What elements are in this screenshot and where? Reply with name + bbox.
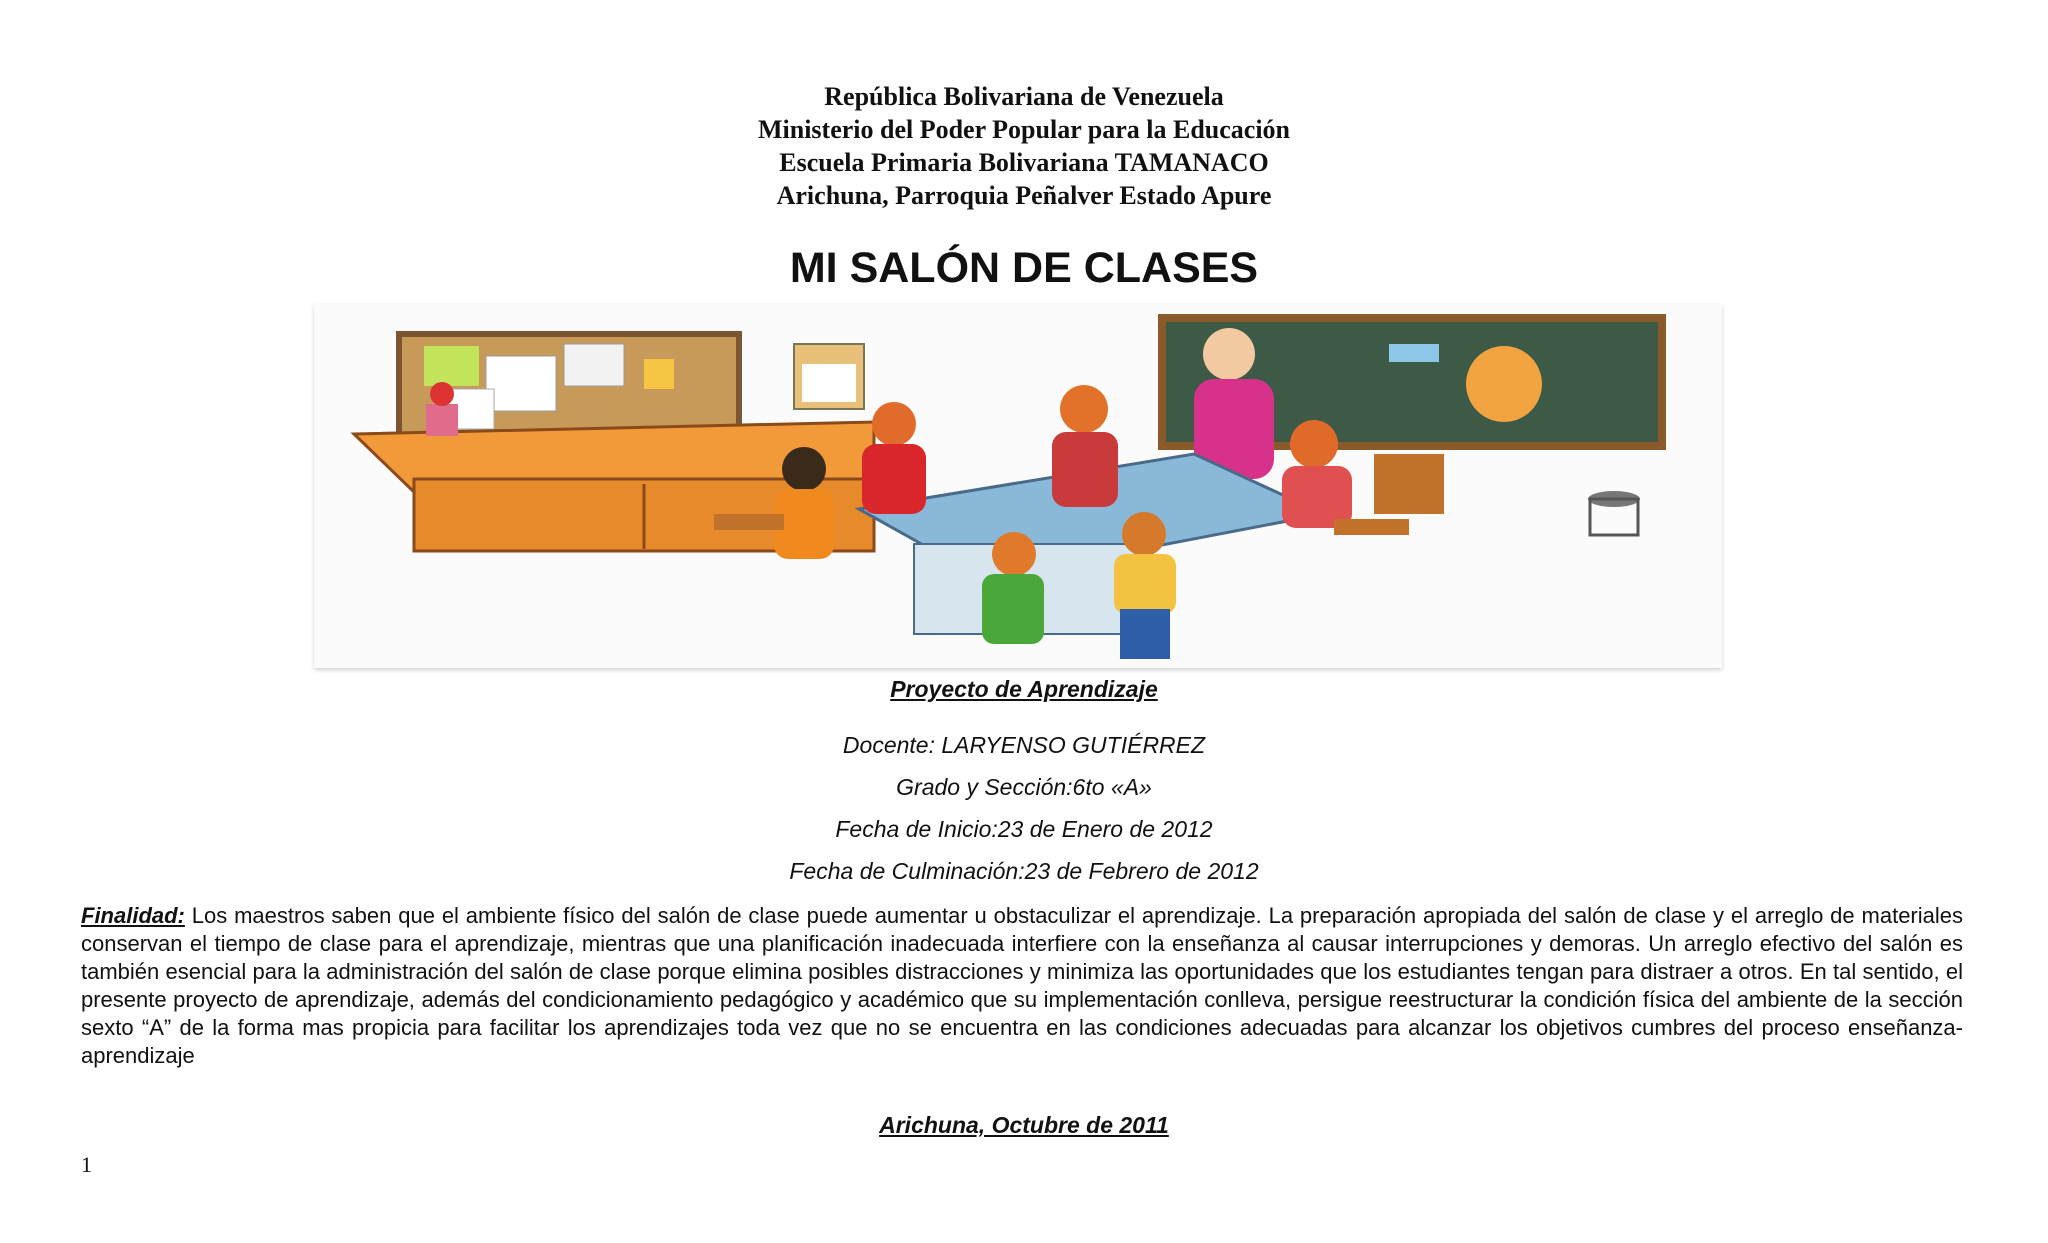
classroom-illustration: [314, 304, 1722, 668]
header-line-republic: República Bolivariana de Venezuela: [824, 82, 1224, 111]
grade-line: Grado y Sección:6to «A»: [896, 774, 1152, 800]
purpose-paragraph: [81, 902, 1963, 1070]
header-line-ministry: Ministerio del Poder Popular para la Educación: [757, 115, 1291, 144]
purpose-text: Los maestros saben que el ambiente físico del salón de clase puede aumentar u obstaculizar el aprendizaje. La preparación apropiada del salón de clase y el arreglo de materiales conservan el tiempo de clase para el aprendizaje, mientras que una planificación inadecuada interfiere con la enseñanza al causar interrupciones y demoras. Un arreglo efectivo del salón es también esencial para la administración del salón de clase porque elimina posibles distracciones y minimiza las oportunidades que los estudiantes tengan para distraer a otros. En tal sentido, el presente proyecto de aprendizaje, además del condicionamiento pedagógico y académico que su implementación conlleva, persigue reestructurar la condición física del ambiente de la sección sexto “A” de la forma mas propicia para facilitar los aprendizajes toda vez que no se encuentra en las condiciones adecuadas para alcanzar los objetivos cumbres del proceso enseñanza-aprendizaje: [81, 903, 1963, 1068]
page-number: 1: [81, 1152, 92, 1177]
teacher-line: Docente: LARYENSO GUTIÉRREZ: [842, 732, 1206, 758]
institution-header: [0, 80, 2048, 212]
purpose-label: Finalidad:: [81, 903, 185, 928]
header-line-school: Escuela Primaria Bolivariana TAMANACO: [779, 148, 1269, 177]
project-label: Proyecto de Aprendizaje: [890, 676, 1158, 702]
header-line-location: Arichuna, Parroquia Peñalver Estado Apure: [776, 181, 1272, 210]
document-title: MI SALÓN DE CLASES: [789, 244, 1259, 292]
start-date-line: Fecha de Inicio:23 de Enero de 2012: [835, 816, 1213, 842]
place-date-footer: Arichuna, Octubre de 2011: [879, 1112, 1169, 1138]
end-date-line: Fecha de Culminación:23 de Febrero de 2012: [789, 858, 1259, 884]
